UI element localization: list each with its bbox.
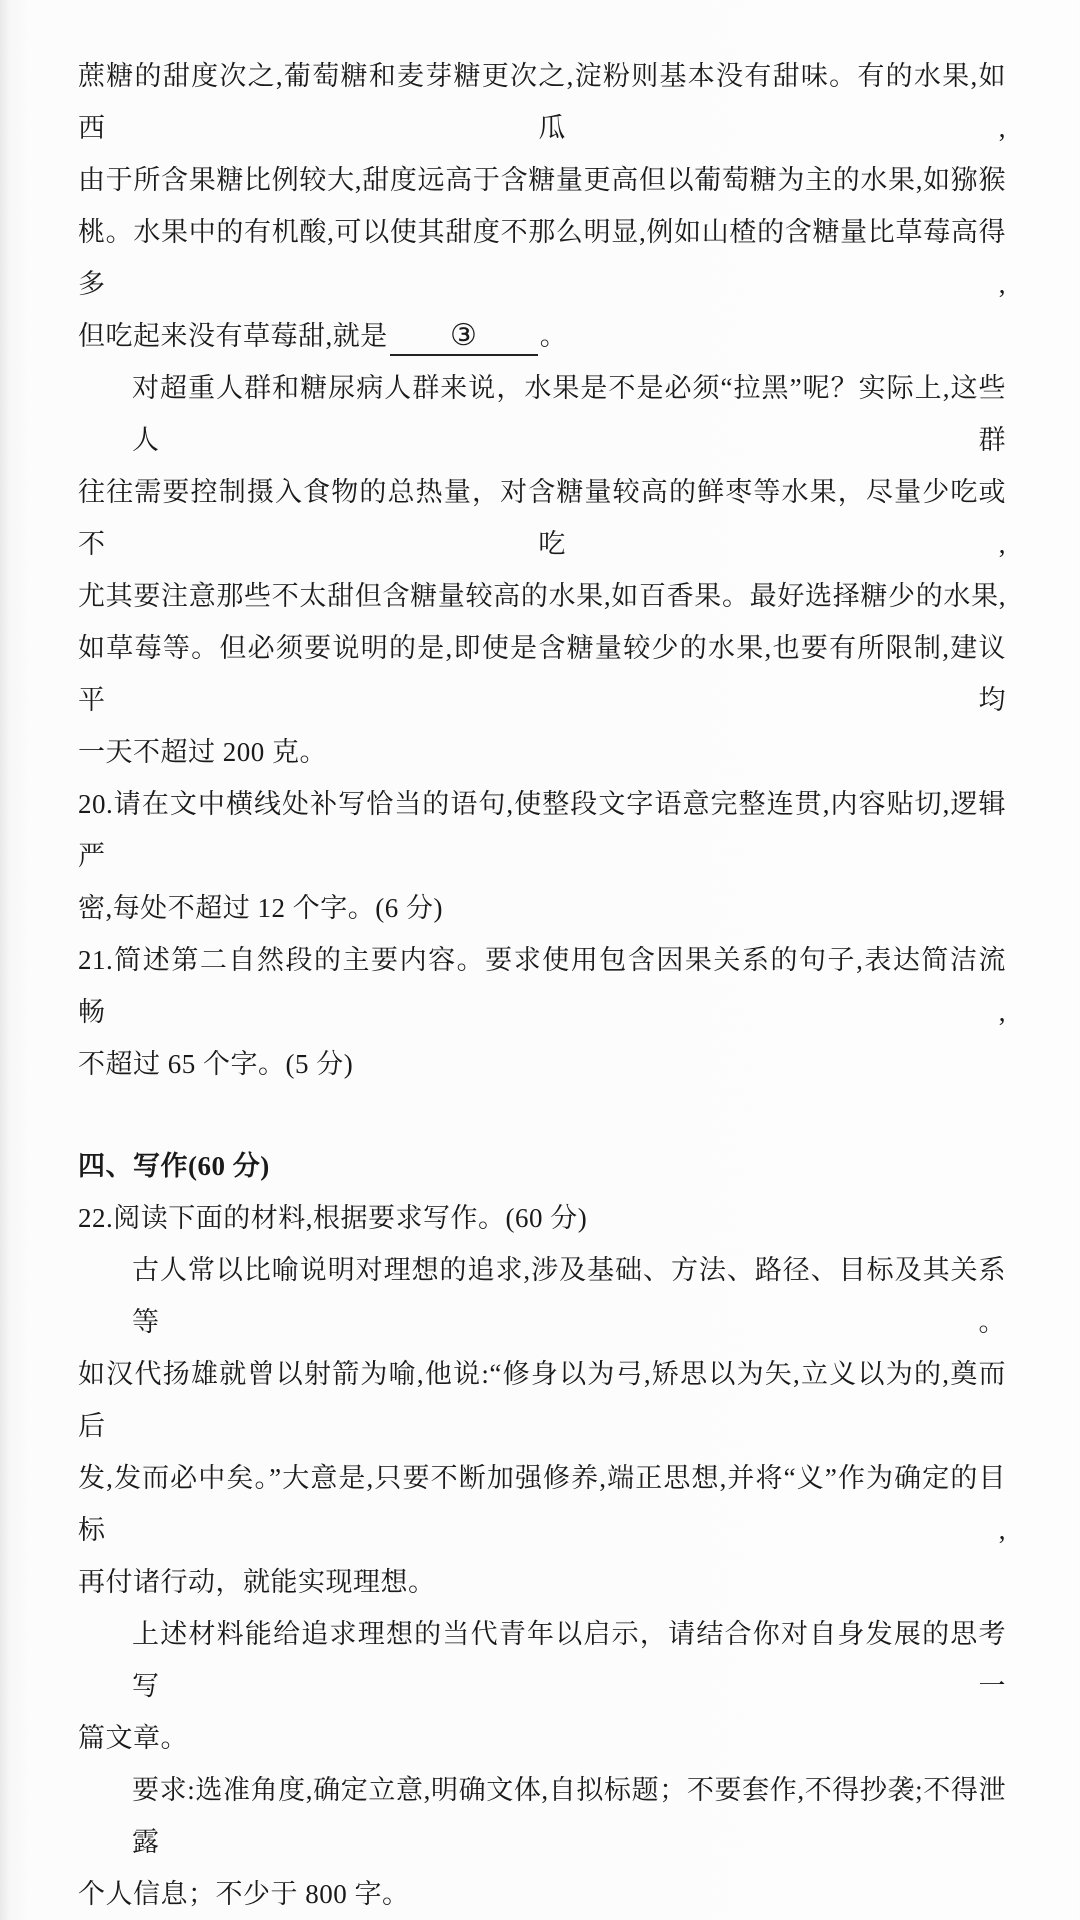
text-line: 一天不超过 200 克。 [78, 737, 327, 767]
line-text: 但吃起来没有草莓甜,就是 [78, 321, 388, 351]
question-21: 21.简述第二自然段的主要内容。要求使用包含因果关系的句子,表达简洁流畅, [78, 945, 1006, 1027]
text-line: 篇文章。 [78, 1723, 188, 1753]
text-body [78, 50, 1006, 1920]
text-line: 发,发而必中矣。”大意是,只要不断加强修养,端正思想,并将“义”作为确定的目标, [78, 1463, 1006, 1545]
section-heading-writing: 四、写作(60 分) [78, 1151, 270, 1181]
text-line: 要求:选准角度,确定立意,明确文体,自拟标题；不要套作,不得抄袭;不得泄露 [132, 1775, 1006, 1857]
text-line: 如草莓等。但必须要说明的是,即使是含糖量较少的水果,也要有所限制,建议平均 [78, 633, 1006, 715]
text-line: 上述材料能给追求理想的当代青年以启示，请结合你对自身发展的思考写一 [132, 1619, 1006, 1701]
text-line: 桃。水果中的有机酸,可以使其甜度不那么明显,例如山楂的含糖量比草莓高得多, [78, 217, 1006, 299]
text-line: 再付诸行动，就能实现理想。 [78, 1567, 436, 1597]
text-line [78, 310, 1006, 362]
text-line: 对超重人群和糖尿病人群来说，水果是不是必须“拉黑”呢？实际上,这些人群 [132, 373, 1006, 455]
text-line: 往往需要控制摄入食物的总热量，对含糖量较高的鲜枣等水果，尽量少吃或不吃, [78, 477, 1006, 559]
text-line: 个人信息；不少于 800 字。 [78, 1879, 410, 1909]
text-line: 蔗糖的甜度次之,葡萄糖和麦芽糖更次之,淀粉则基本没有甜味。有的水果,如西瓜, [78, 61, 1006, 143]
text-line: 由于所含果糖比例较大,甜度远高于含糖量更高但以葡萄糖为主的水果,如猕猴 [78, 165, 1006, 195]
text-line: 如汉代扬雄就曾以射箭为喻,他说:“修身以为弓,矫思以为矢,立义以为的,奠而后 [78, 1359, 1006, 1441]
text-line: 不超过 65 个字。(5 分) [78, 1049, 354, 1079]
text-line: 古人常以比喻说明对理想的追求,涉及基础、方法、路径、目标及其关系等。 [132, 1255, 1006, 1337]
fill-in-blank-circled-3: ③ [390, 319, 538, 356]
text-line: 密,每处不超过 12 个字。(6 分) [78, 893, 443, 923]
question-22: 22.阅读下面的材料,根据要求写作。(60 分) [78, 1203, 588, 1233]
question-20: 20.请在文中横线处补写恰当的语句,使整段文字语意完整连贯,内容贴切,逻辑严 [78, 789, 1006, 871]
text-line: 尤其要注意那些不太甜但含糖量较高的水果,如百香果。最好选择糖少的水果, [78, 581, 1006, 611]
line-text: 。 [539, 321, 568, 351]
